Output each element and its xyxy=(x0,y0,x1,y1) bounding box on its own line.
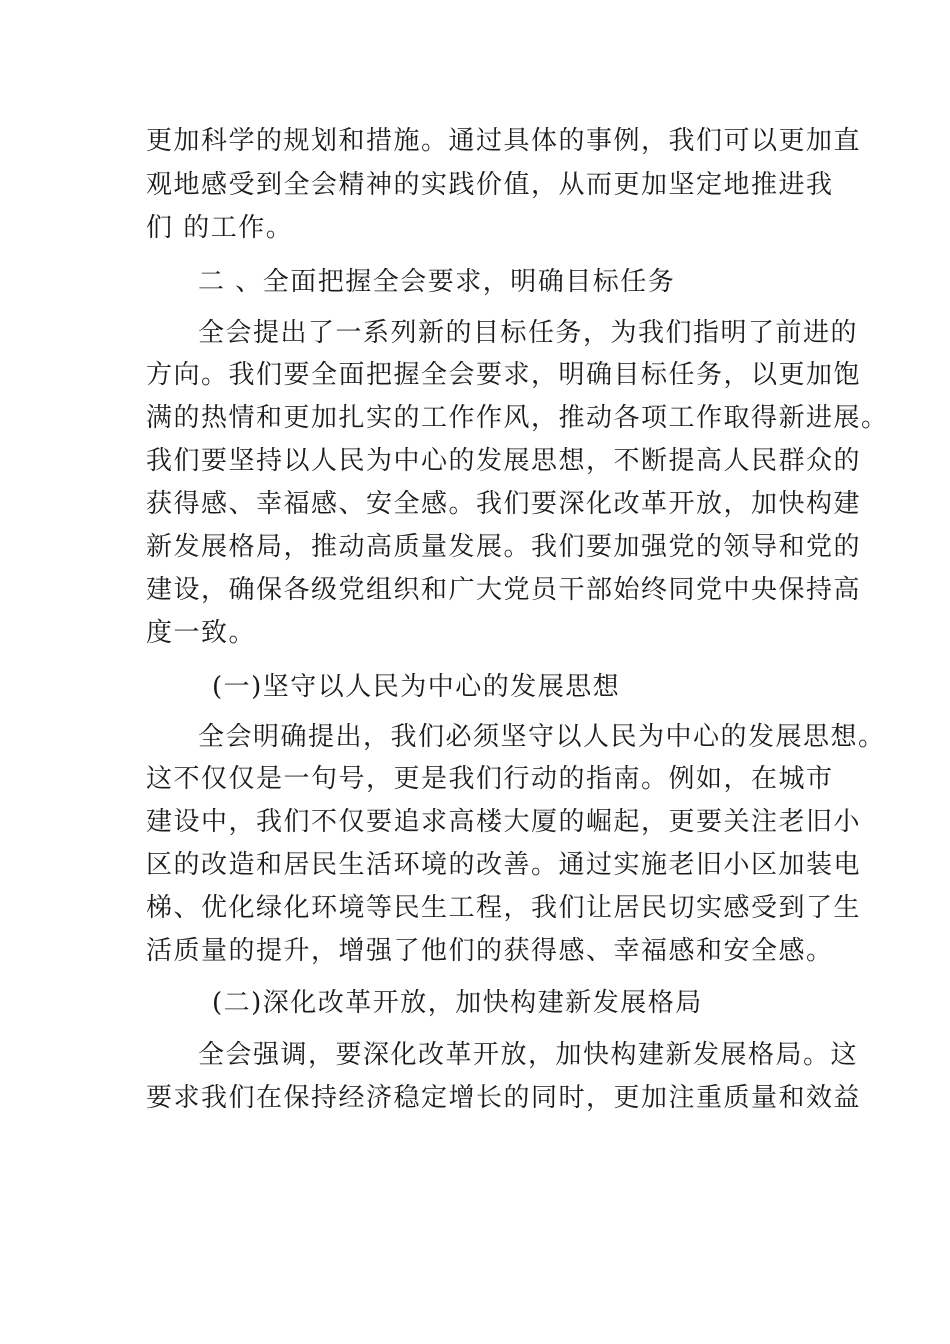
subsection-heading: (一)坚守以人民为中心的发展思想 xyxy=(212,672,621,702)
section-heading: 二 、全面把握全会要求，明确目标任务 xyxy=(198,267,676,297)
paragraph-line: 获得感、幸福感、安全感。我们要深化改革开放，加快构建 xyxy=(146,489,862,519)
paragraph-line: 们 的工作。 xyxy=(146,213,294,243)
paragraph-line: 区的改造和居民生活环境的改善。通过实施老旧小区加装电 xyxy=(146,850,862,880)
subsection-heading: (二)深化改革开放，加快构建新发展格局 xyxy=(212,988,703,1018)
paragraph-line: 建设，确保各级党组织和广大党员干部始终同党中央保持高 xyxy=(146,575,862,605)
paragraph-line: 全会强调，要深化改革开放，加快构建新发展格局。这 xyxy=(198,1040,859,1070)
paragraph-line: 观地感受到全会精神的实践价值，从而更加坚定地推进我 xyxy=(146,170,834,200)
paragraph-line: 新发展格局，推动高质量发展。我们要加强党的领导和党的 xyxy=(146,532,862,562)
paragraph-line: 梯、优化绿化环境等民生工程，我们让居民切实感受到了生 xyxy=(146,893,862,923)
paragraph-line: 度一致。 xyxy=(146,618,257,648)
paragraph-line: 方向。我们要全面把握全会要求，明确目标任务，以更加饱 xyxy=(146,360,862,390)
paragraph-line: 更加科学的规划和措施。通过具体的事例，我们可以更加直 xyxy=(146,126,862,156)
paragraph-line: 活质量的提升，增强了他们的获得感、幸福感和安全感。 xyxy=(146,936,834,966)
paragraph-line: 全会明确提出，我们必须坚守以人民为中心的发展思想。 xyxy=(198,722,886,752)
paragraph-line: 全会提出了一系列新的目标任务，为我们指明了前进的 xyxy=(198,318,859,348)
paragraph-line: 要求我们在保持经济稳定增长的同时，更加注重质量和效益 xyxy=(146,1083,862,1113)
paragraph-line: 我们要坚持以人民为中心的发展思想，不断提高人民群众的 xyxy=(146,446,862,476)
paragraph-line: 满的热情和更加扎实的工作作风，推动各项工作取得新进展。 xyxy=(146,403,889,433)
paragraph-line: 建设中，我们不仅要追求高楼大厦的崛起，更要关注老旧小 xyxy=(146,807,862,837)
paragraph-line: 这不仅仅是一句号，更是我们行动的指南。例如，在城市 xyxy=(146,764,834,794)
